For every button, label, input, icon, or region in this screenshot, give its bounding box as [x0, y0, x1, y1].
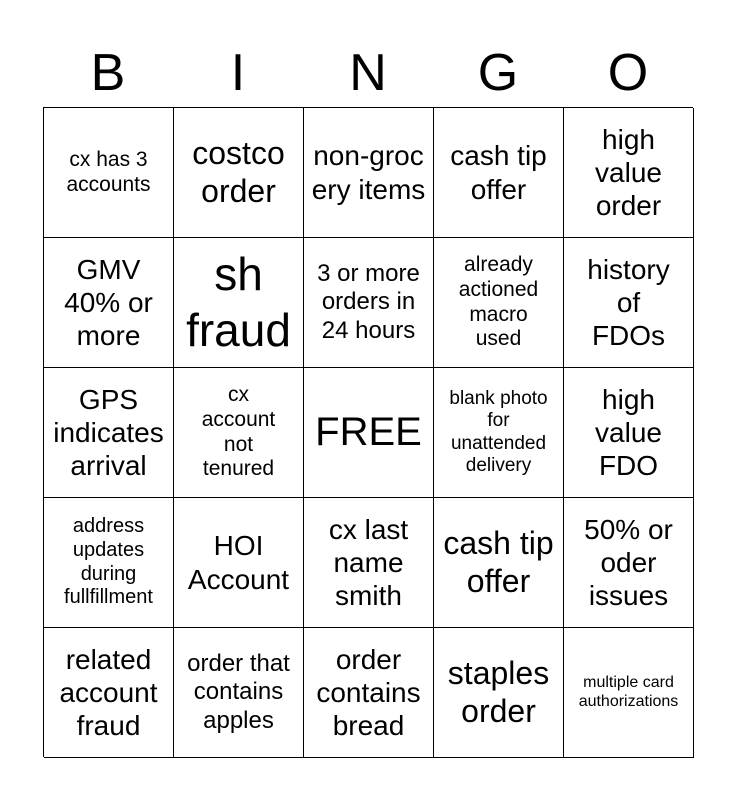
cell-label: HOI Account	[187, 530, 290, 595]
bingo-header	[43, 40, 693, 106]
cell-label: costco order	[192, 134, 285, 209]
cell-label: GPS indicates arrival	[53, 383, 164, 482]
bingo-cell-r5c1[interactable]	[44, 628, 174, 758]
header-letter-o: O	[607, 44, 649, 102]
bingo-cell-r1c1[interactable]	[44, 108, 174, 238]
bingo-cell-r5c3[interactable]	[304, 628, 434, 758]
cell-label: already actioned macro used	[458, 252, 539, 351]
cell-label: cx last name smith	[328, 513, 409, 612]
cell-label: staples order	[447, 654, 550, 729]
cell-label: sh fraud	[186, 248, 291, 356]
bingo-cell-r3c5[interactable]	[564, 368, 694, 498]
header-letter-i: I	[230, 44, 246, 102]
cell-label: non-grocery items	[311, 140, 426, 205]
bingo-board	[43, 107, 693, 757]
bingo-cell-r1c4[interactable]	[434, 108, 564, 238]
cell-label: address updates during fullfillment	[64, 515, 153, 609]
bingo-cell-r2c5[interactable]	[564, 238, 694, 368]
cell-label: history of FDOs	[587, 253, 670, 352]
bingo-cell-r2c4[interactable]	[434, 238, 564, 368]
bingo-cell-r1c5[interactable]	[564, 108, 694, 238]
bingo-cell-free[interactable]	[304, 368, 434, 498]
bingo-cell-r5c2[interactable]	[174, 628, 304, 758]
bingo-cell-r3c4[interactable]	[434, 368, 564, 498]
bingo-cell-r5c5[interactable]	[564, 628, 694, 758]
bingo-cell-r1c2[interactable]	[174, 108, 304, 238]
cell-label: cx account not tenured	[201, 382, 276, 481]
bingo-cell-r1c3[interactable]	[304, 108, 434, 238]
bingo-cell-r4c1[interactable]	[44, 498, 174, 628]
header-letter-g: G	[477, 44, 519, 102]
header-letter-n: N	[349, 44, 387, 102]
cell-label: multiple card authorizations	[578, 673, 679, 710]
free-space-label: FREE	[315, 409, 422, 454]
cell-label: 50% or oder issues	[584, 513, 673, 612]
cell-label: GMV 40% or more	[64, 253, 153, 352]
cell-label: 3 or more orders in 24 hours	[317, 260, 420, 344]
cell-label: order that contains apples	[187, 650, 290, 734]
bingo-cell-r2c1[interactable]	[44, 238, 174, 368]
bingo-cell-r3c2[interactable]	[174, 368, 304, 498]
cell-label: high value FDO	[595, 383, 662, 482]
bingo-cell-r4c4[interactable]	[434, 498, 564, 628]
cell-label: cash tip offer	[450, 140, 547, 205]
header-letter-b: B	[90, 44, 126, 102]
bingo-cell-r4c2[interactable]	[174, 498, 304, 628]
bingo-cell-r3c1[interactable]	[44, 368, 174, 498]
cell-label: blank photo for unattended delivery	[449, 387, 548, 476]
bingo-cell-r2c3[interactable]	[304, 238, 434, 368]
cell-label: high value order	[595, 123, 662, 222]
bingo-cell-r5c4[interactable]	[434, 628, 564, 758]
bingo-cell-r4c5[interactable]	[564, 498, 694, 628]
bingo-cell-r2c2[interactable]	[174, 238, 304, 368]
cell-label: related account fraud	[59, 643, 158, 742]
cell-label: order contains bread	[316, 643, 421, 742]
cell-label: cash tip offer	[443, 524, 554, 599]
cell-label: cx has 3 accounts	[66, 147, 151, 196]
bingo-cell-r4c3[interactable]	[304, 498, 434, 628]
